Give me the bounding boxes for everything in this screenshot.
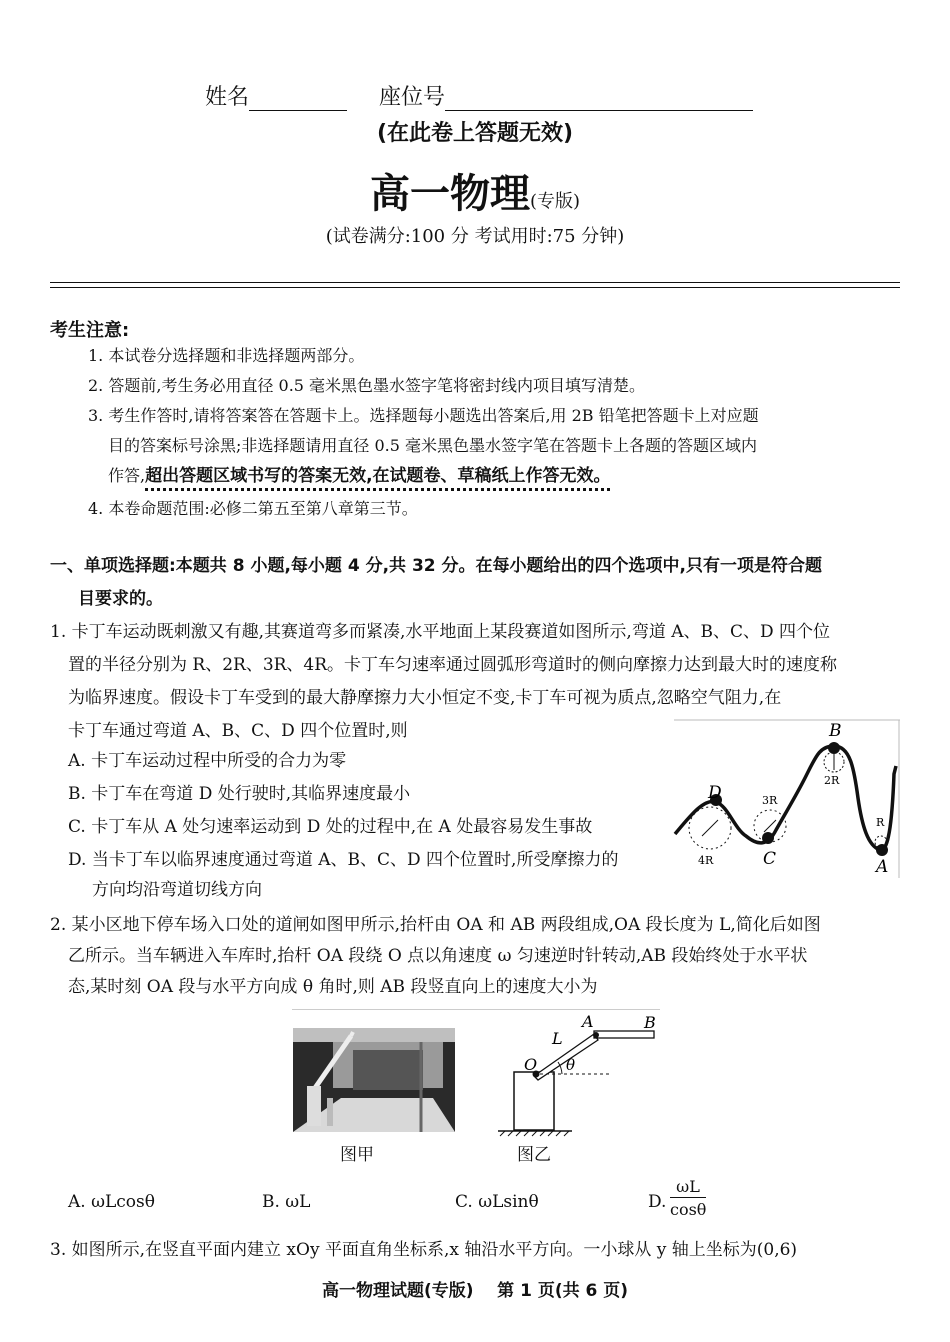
label-3r: 3R xyxy=(762,794,778,807)
notice-item-3-line3 xyxy=(108,461,611,491)
q2-option-a: A. ωLcosθ xyxy=(68,1192,155,1212)
name-seat-line xyxy=(205,80,753,111)
gate-box xyxy=(514,1072,554,1130)
joint-a xyxy=(593,1032,599,1038)
q2-line2: 乙所示。当车辆进入车库时,抬杆 OA 段绕 O 点以角速度 ω 匀速逆时针转动,AB 段始终处于水平状 xyxy=(68,946,808,966)
q1-line3: 为临界速度。假设卡丁车受到的最大静摩擦力大小恒定不变,卡丁车可视为质点,忽略空气阻力,在 xyxy=(68,688,782,708)
radius-arrow-4r xyxy=(702,820,718,836)
label-b: B xyxy=(829,721,842,741)
notice-item-2: 2. 答题前,考生务必用直径 0.5 毫米黑色墨水签字笔将密封线内项目填写清楚。 xyxy=(88,376,646,395)
q2-option-d-fraction xyxy=(670,1177,706,1219)
label-d: D xyxy=(708,783,722,803)
q2-option-c: C. ωLsinθ xyxy=(455,1192,539,1212)
label-4r: 4R xyxy=(698,854,714,867)
label-a: A xyxy=(876,857,889,877)
label-r: R xyxy=(876,816,885,829)
name-blank xyxy=(249,88,347,111)
notice-item-3-line3-a: 作答, xyxy=(108,466,146,485)
notice-item-4: 4. 本卷命题范围:必修二第五至第八章第三节。 xyxy=(88,499,418,518)
q3-line1: 3. 如图所示,在竖直平面内建立 xOy 平面直角坐标系,x 轴沿水平方向。一小球从 y 轴上坐标为(0,6) xyxy=(50,1240,798,1260)
label-l: L xyxy=(552,1029,563,1048)
point-a-dot xyxy=(876,844,888,856)
exam-info: (试卷满分:100 分 考试用时:75 分钟) xyxy=(325,226,625,247)
q1-line2: 置的半径分别为 R、2R、3R、4R。卡丁车匀速率通过圆弧形弯道时的侧向摩擦力达到最大时的速度称 xyxy=(68,655,838,675)
q2-option-b: B. ωL xyxy=(262,1192,311,1212)
notice-item-1: 1. 本试卷分选择题和非选择题两部分。 xyxy=(88,346,365,365)
q2-option-d-numerator: ωL xyxy=(670,1177,706,1198)
photo-barrier-tip xyxy=(351,1032,353,1036)
q1-option-d-line2: 方向均沿弯道切线方向 xyxy=(92,880,262,900)
section-1-heading-line1: 一、单项选择题:本题共 8 小题,每小题 4 分,共 32 分。在每小题给出的四个选项中,只有一项是符合题 xyxy=(50,556,822,576)
kart-track-figure xyxy=(672,718,902,880)
point-b-dot xyxy=(828,742,840,754)
q1-option-a: A. 卡丁车运动过程中所受的合力为零 xyxy=(68,751,347,771)
gate-diagram xyxy=(492,1010,670,1138)
section-1-heading-line2: 目要求的。 xyxy=(78,589,163,609)
label-b-diag: B xyxy=(644,1013,656,1032)
gate-photo xyxy=(293,1028,455,1132)
notice-heading: 考生注意: xyxy=(50,320,130,341)
page-title: 高一物理 xyxy=(369,171,530,217)
point-c-dot xyxy=(762,832,774,844)
label-theta: θ xyxy=(566,1056,576,1074)
q1-option-b: B. 卡丁车在弯道 D 处行驶时,其临界速度最小 xyxy=(68,784,411,804)
notice-item-3-line2: 目的答案标号涂黑;非选择题请用直径 0.5 毫米黑色墨水签字笔在答题卡上各题的答题区域内 xyxy=(108,436,758,455)
divider-bottom xyxy=(50,287,900,288)
photo-gate-post xyxy=(307,1086,321,1126)
q2-option-d-denominator: cosθ xyxy=(670,1200,707,1219)
label-c: C xyxy=(763,849,777,869)
q1-line1: 1. 卡丁车运动既刺激又有趣,其赛道弯多而紧凑,水平地面上某段赛道如图所示,弯道 A、B、C、D 四个位 xyxy=(50,622,831,642)
fig-a-caption: 图甲 xyxy=(340,1145,374,1165)
arm-ab xyxy=(594,1031,654,1038)
divider-top xyxy=(50,282,900,283)
label-2r: 2R xyxy=(824,774,840,787)
name-label: 姓名 xyxy=(205,85,250,110)
q2-option-d-label: D. xyxy=(648,1192,667,1212)
q2-line1: 2. 某小区地下停车场入口处的道闸如图甲所示,抬杆由 OA 和 AB 两段组成,OA 段长度为 L,简化后如图 xyxy=(50,915,821,935)
photo-pillar xyxy=(327,1098,333,1126)
notice-item-3-line1: 3. 考生作答时,请将答案答在答题卡上。选择题每小题选出答案后,用 2B 铅笔把答题卡上对应题 xyxy=(88,406,759,425)
page-title-block xyxy=(0,162,950,219)
q1-option-d-line1: D. 当卡丁车以临界速度通过弯道 A、B、C、D 四个位置时,所受摩擦力的 xyxy=(68,850,619,870)
no-answer-warning: (在此卷上答题无效) xyxy=(376,121,574,146)
seat-label: 座位号 xyxy=(379,85,446,110)
label-a-diag: A xyxy=(582,1012,594,1031)
q1-option-c: C. 卡丁车从 A 处匀速率运动到 D 处的过程中,在 A 处最容易发生事故 xyxy=(68,817,593,837)
seat-blank xyxy=(445,88,753,111)
photo-ceiling xyxy=(293,1028,455,1042)
fig-b-caption: 图乙 xyxy=(517,1145,551,1165)
q1-line4: 卡丁车通过弯道 A、B、C、D 四个位置时,则 xyxy=(68,721,408,741)
title-suffix: (专版) xyxy=(529,191,581,212)
page-footer: 高一物理试题(专版) 第 1 页(共 6 页) xyxy=(321,1281,629,1301)
label-o: O xyxy=(524,1055,538,1074)
q2-line3: 态,某时刻 OA 段与水平方向成 θ 角时,则 AB 段竖直向上的速度大小为 xyxy=(68,977,598,997)
notice-emphasis: 超出答题区域书写的答案无效,在试题卷、草稿纸上作答无效。 xyxy=(145,466,611,486)
photo-tunnel xyxy=(353,1050,423,1090)
